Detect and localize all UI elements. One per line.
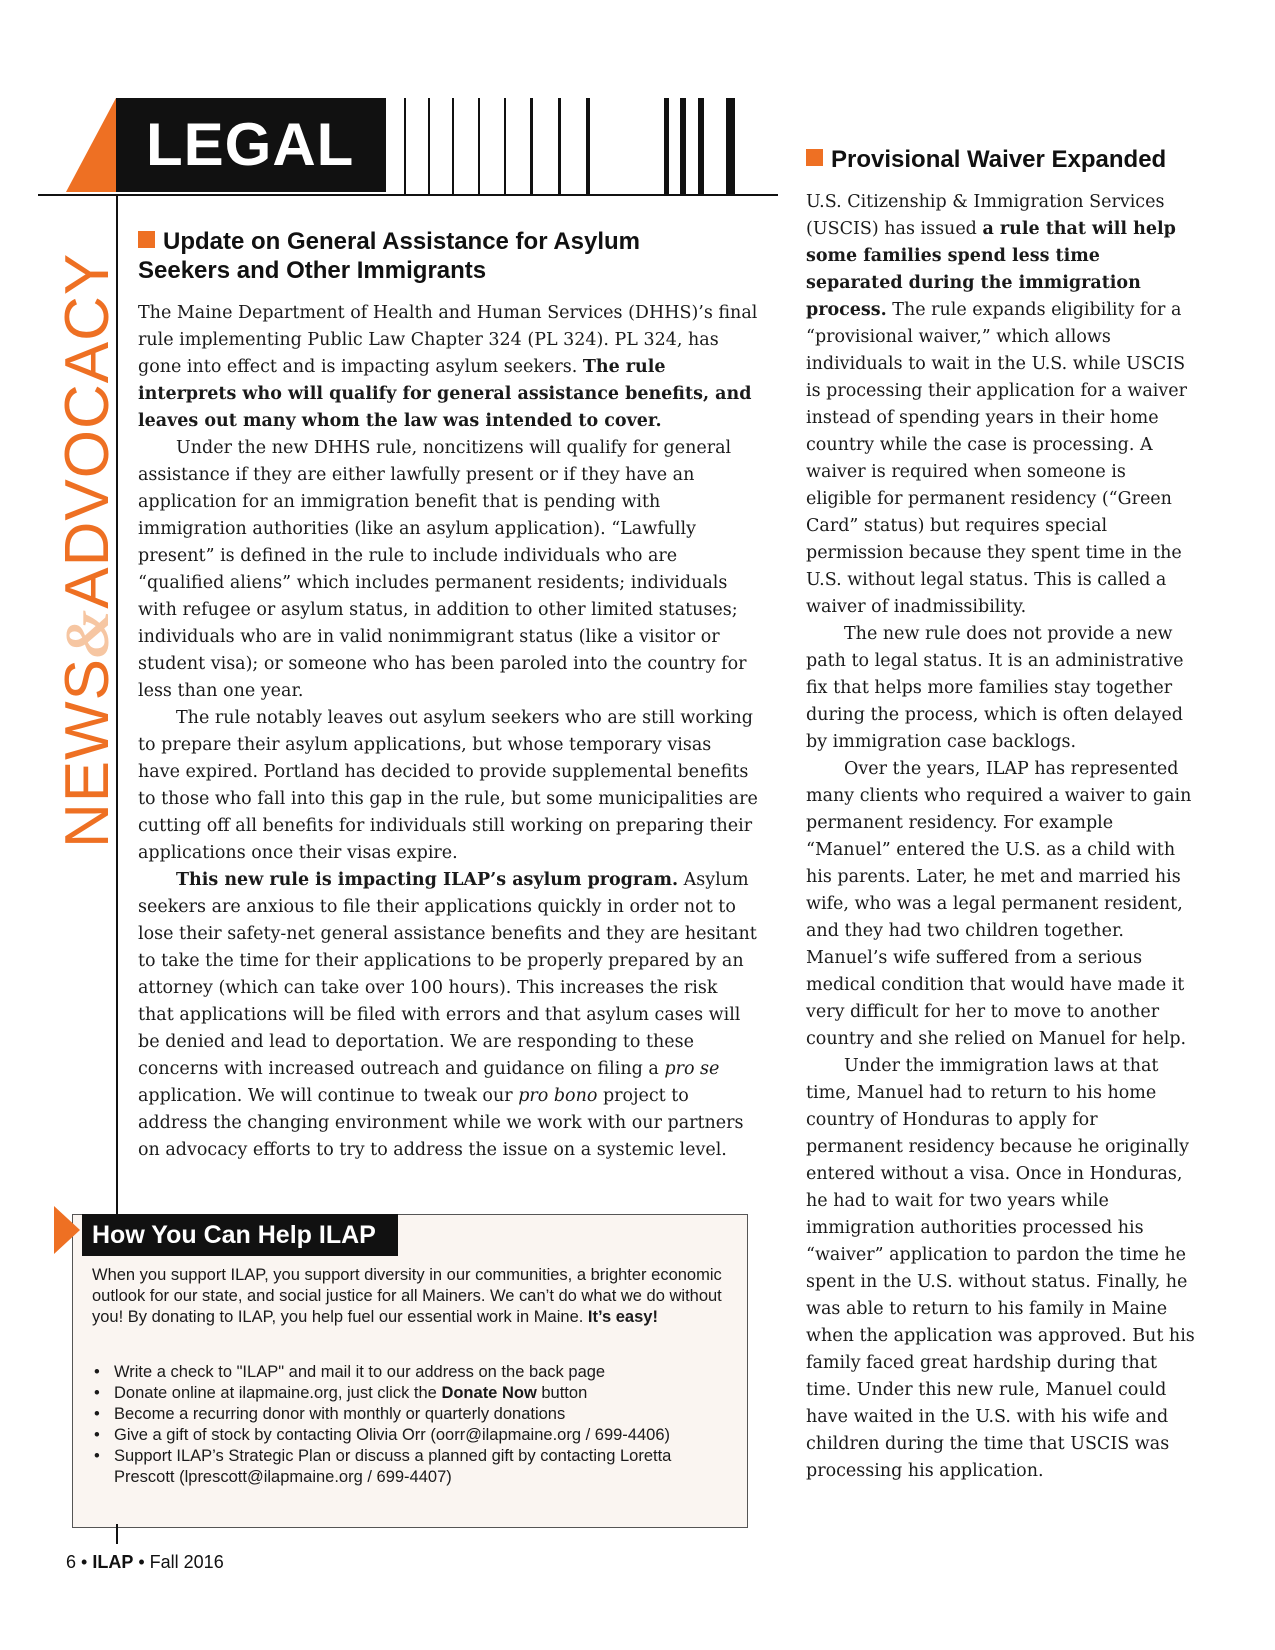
list-item: • Donate online at ilapmaine.org, just click the Donate Now button <box>92 1383 732 1404</box>
right-article-body <box>806 189 1196 1485</box>
section-title: LEGAL <box>146 111 355 178</box>
orange-square-bullet-icon <box>138 231 155 248</box>
right-paragraph-4: Under the immigration laws at that time, Manuel had to return to his home country of Honduras to apply for permanent residency because he originally entered without a visa. Once in Honduras, he had to wait for two years while immigration authorities processed his “waiver” application to pardon the time he spent in the U.S. without status. Finally, he was able to return to his family in Maine when the application was approved. But his family faced great hardship during that time. Under this new rule, Manuel could have waited in the U.S. with his wife and children during the time that USCIS was processing his application. <box>806 1056 1195 1481</box>
list-item: • Give a gift of stock by contacting Olivia Orr (oorr@ilapmaine.org / 699-4406) <box>92 1425 732 1446</box>
right-paragraph-2: The new rule does not provide a new path to legal status. It is an administrative fix that helps more families stay together during the process, which is often delayed by immigration case backlogs. <box>806 624 1184 752</box>
side-title <box>53 208 122 848</box>
list-item: • Write a check to "ILAP" and mail it to our address on the back page <box>92 1362 732 1383</box>
side-title-news: NEWS <box>53 658 122 848</box>
help-box-list <box>92 1362 732 1488</box>
header-orange-triangle <box>66 98 116 192</box>
left-paragraph-1: The Maine Department of Health and Human Services (DHHS)’s final rule implementing Public Law Chapter 324 (PL 324). PL 324, has gone into effect and is impacting asylum seekers. The rule interprets who will qualify for general assistance benefits, and leaves out many whom the law was intended to cover. <box>138 303 758 431</box>
side-title-ampersand: & <box>54 608 122 658</box>
page-footer: 6 • ILAP • Fall 2016 <box>66 1552 224 1572</box>
bottom-rule <box>116 1524 118 1536</box>
list-item: • Become a recurring donor with monthly or quarterly donations <box>92 1404 732 1425</box>
help-box-arrow-icon <box>54 1206 80 1254</box>
left-paragraph-2: Under the new DHHS rule, noncitizens will qualify for general assistance if they are either lawfully present or if they have an application for an immigration benefit that is pending with immigration authorities (like an asylum application). “Lawfully present” is defined in the rule to include individuals who are “qualified aliens” which includes permanent residents; individuals with refugee or asylum status, in addition to other limited statuses; individuals who are in valid nonimmigrant status (like a visitor or student visa); or someone who has been paroled into the country for less than one year. <box>138 438 747 701</box>
side-title-advocacy: ADVOCACY <box>53 252 122 609</box>
right-article-heading: Provisional Waiver Expanded <box>806 145 1226 174</box>
right-paragraph-1: U.S. Citizenship & Immigration Services (USCIS) has issued a rule that will help some families spend less time separated during the immigration process. The rule expands eligibility for a “provisional waiver,” which allows individuals to wait in the U.S. while USCIS is processing their application for a waiver instead of spending years in their home country while the case is processing. A waiver is required when someone is eligible for permanent residency (“Green Card” status) but requires special permission because they spent time in the U.S. without legal status. This is called a waiver of inadmissibility. <box>806 192 1188 617</box>
orange-square-bullet-icon <box>806 149 823 166</box>
page-number: 6 <box>66 1552 77 1572</box>
list-item: • Support ILAP’s Strategic Plan or discuss a planned gift by contacting Loretta Prescott (lprescott@ilapmaine.org / 699-4407) <box>92 1446 732 1488</box>
help-box-title: How You Can Help ILAP <box>92 1221 376 1249</box>
left-article-body <box>138 300 758 1164</box>
header-rule <box>38 194 778 196</box>
left-article-heading: Update on General Assistance for Asylum Seekers and Other Immigrants <box>138 228 641 284</box>
help-box-intro: When you support ILAP, you support diversity in our communities, a brighter economic outlook for our state, and social justice for all Mainers. We can’t do what we do without you! By donating to ILAP, you help fuel our essential work in Maine. It’s easy! <box>92 1266 722 1326</box>
left-paragraph-4: This new rule is impacting ILAP’s asylum program. Asylum seekers are anxious to file their applications quickly in order not to lose their safety-net general assistance benefits and they are hesitant to take the time for their applications to be properly prepared by an attorney (which can take over 100 hours). This increases the risk that applications will be filed with errors and that asylum cases will be denied and lead to deportation. We are responding to these concerns with increased outreach and guidance on filing a pro se application. We will continue to tweak our pro bono project to address the changing environment while we work with our partners on advocacy efforts to try to address the issue on a systemic level. <box>138 870 757 1160</box>
footer-publication: ILAP <box>92 1552 134 1572</box>
right-paragraph-3: Over the years, ILAP has represented many clients who required a waiver to gain permanent residency. For example “Manuel” entered the U.S. as a child with his parents. Later, he met and married his wife, who was a legal permanent resident, and they had two children together. Manuel’s wife suffered from a serious medical condition that would have made it very difficult for her to move to another country and she relied on Manuel for help. <box>806 759 1192 1049</box>
left-paragraph-3: The rule notably leaves out asylum seekers who are still working to prepare their asylum applications, but whose temporary visas have expired. Portland has decided to provide supplemental benefits to those who fall into this gap in the rule, but some municipalities are cutting off all benefits for individuals still working on preparing their applications once their visas expire. <box>138 708 758 863</box>
footer-issue: Fall 2016 <box>149 1552 224 1572</box>
